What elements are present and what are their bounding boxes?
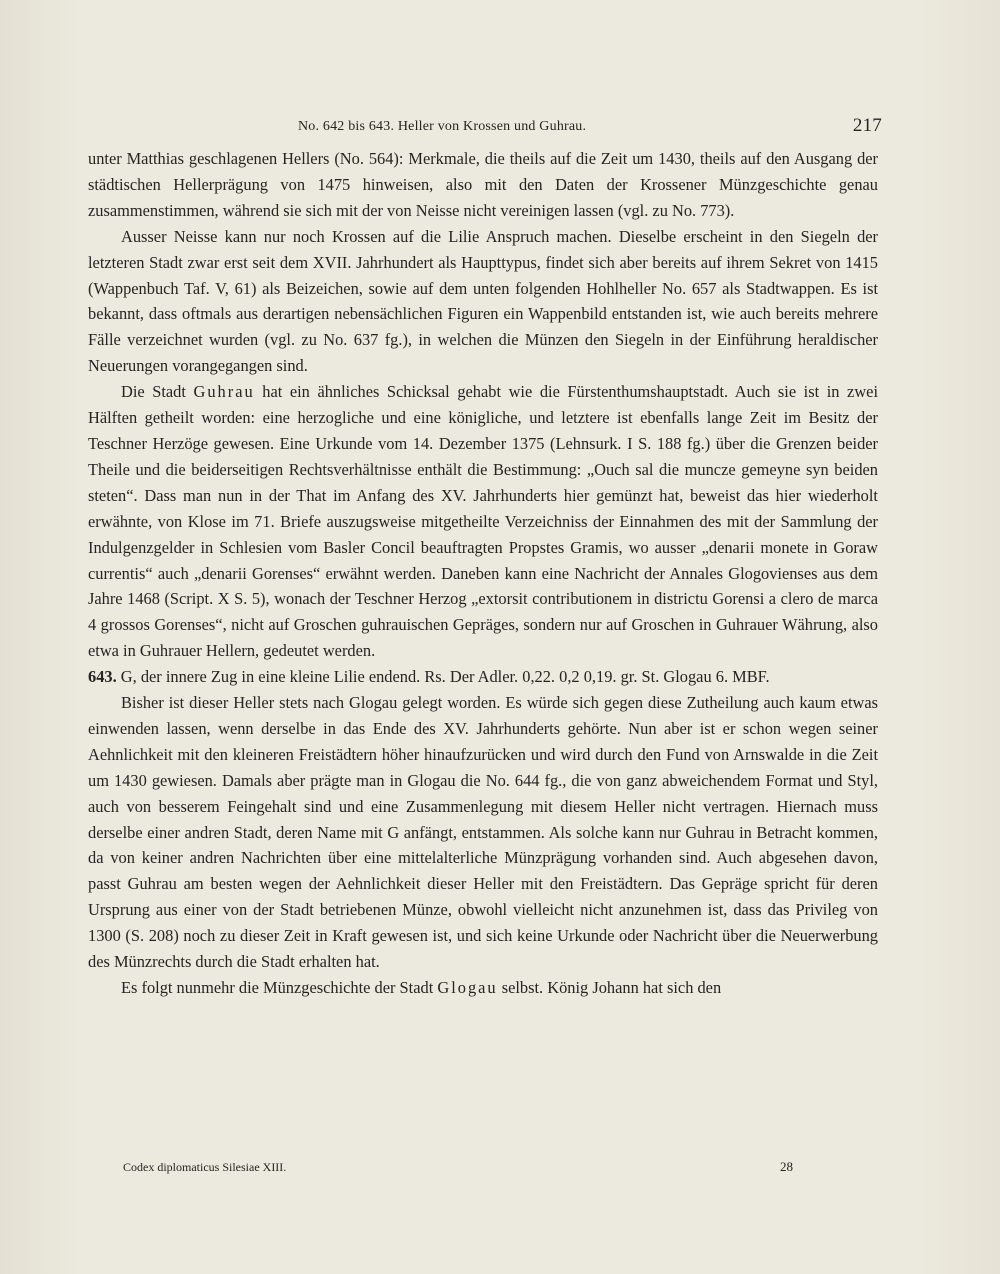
paragraph-4: Bisher ist dieser Heller stets nach Glogau gelegt worden. Es würde sich gegen diese Zutheilung auch kaum etwas einwenden lassen, wenn derselbe in das Ende des XV. Jahrhunderts gehörte. Nun aber ist er schon wegen seiner Aehnlichkeit mit den kleineren Freistädtern höher hinaufzurücken und wird durch den Fund von Arnswalde in die Zeit um 1430 gewiesen. Damals aber prägte man in Glogau die No. 644 fg., die von ganz abweichendem Format und Styl, auch von besserem Feingehalt sind und eine Zusammenlegung mit diesem Heller nicht vertragen. Hiernach muss derselbe einer andren Stadt, deren Name mit G anfängt, entstammen. Als solche kann nur Guhrau in Betracht kommen, da von keiner andren Nachrichten über eine mittelalterliche Münzprägung vorhanden sind. Auch abgesehen davon, passt Guhrau am besten wegen der Aehnlichkeit dieser Heller mit den Freistädtern. Das Gepräge spricht für deren Ursprung aus einer von der Stadt betriebenen Münze, obwohl vielleicht nicht anzunehmen ist, dass das Privileg von 1300 (S. 208) noch zu dieser Zeit in Kraft gewesen ist, und sich keine Urkunde oder Nachricht über die Neuerwerbung des Münzrechts durch die Stadt erhalten hat. (88, 693, 878, 972)
catalog-entry (88, 664, 878, 690)
spaced-town-name-guhrau: Guhrau (193, 382, 255, 402)
paragraph-5 (88, 975, 878, 1001)
spaced-town-name-glogau: Glogau (437, 978, 498, 997)
signature-mark: 28 (780, 1159, 793, 1174)
paragraph-1: unter Matthias geschlagenen Hellers (No. 564): Merkmale, die theils auf die Zeit um 1430, theils auf den Ausgang der städtischen Hellerprägung von 1475 hinweisen, also mit den Daten der Krossener Münzgeschichte genau zusammenstimmen, während sie sich mit der von Neisse nicht vereinigen lassen (vgl. zu No. 773). (88, 149, 878, 220)
paragraph-5-rest: selbst. König Johann hat sich den (497, 978, 722, 997)
running-header (298, 115, 882, 136)
paragraph-5-start: Es folgt nunmehr die Münzgeschichte der Stadt (121, 978, 438, 997)
entry-description: G, der innere Zug in eine kleine Lilie endend. Rs. Der Adler. 0,22. 0,2 0,19. gr. St. Glogau 6. MBF. (120, 667, 770, 687)
entry-number: 643. (88, 667, 117, 687)
paragraph-2: Ausser Neisse kann nur noch Krossen auf die Lilie Anspruch machen. Dieselbe erscheint in den Siegeln der letzteren Stadt zwar erst seit dem XVII. Jahrhundert als Haupttypus, findet sich aber bereits auf ihrem Sekret von 1415 (Wappenbuch Taf. V, 61) als Beizeichen, sowie auf dem unten folgenden Hohlheller No. 657 als Stadtwappen. Es ist bekannt, dass oftmals aus derartigen nebensächlichen Figuren ein Wappenbild entstanden ist, wie auch bereits mehrere Fälle verzeichnet wurden (vgl. zu No. 637 fg.), in welchen die Münzen den Siegeln in der Einführung heraldischer Neuerungen vorangegangen sind. (88, 226, 878, 376)
paragraph-3-rest: hat ein ähnliches Schicksal gehabt wie die Fürstenthumshauptstadt. Auch sie ist in zwei Hälften getheilt worden: eine herzogliche und eine königliche, und letztere ist ebenfalls lange Zeit im Besitz der Teschner Herzöge gewesen. Eine Urkunde vom 14. Dezember 1375 (Lehnsurk. I S. 188 fg.) über die Grenzen beider Theile und die beiderseitigen Rechtsverhältnisse enthält die Bestimmung: „Ouch sal die muncze gemeyne syn beiden steten“. Dass man nun in der That im Anfang des XV. Jahrhunderts hier gemünzt hat, beweist das hier wiederholt erwähnte, von Klose im 71. Briefe auszugsweise mitgetheilte Verzeichniss der Einnahmen des mit der Sammlung der Indulgenzgelder in Schlesien vom Basler Concil beauftragten Propstes Gramis, wo ausser „denarii monete in Goraw currentis“ auch „denarii Gorenses“ erwähnt werden. Daneben kann eine Nachricht der Annales Glogovienses aus dem Jahre 1468 (Script. X S. 5), wonach der Teschner Herzog „extorsit contributionem in districtu Gorensi a clero de marca 4 grossos Gorenses“, nicht auf Groschen guhrauischen Gepräges, sondern nur auf Groschen in Guhrauer Währung, also etwa in Guhrauer Hellern, gedeutet werden. (88, 382, 878, 661)
paragraph-3 (88, 379, 878, 664)
footer-source: Codex diplomaticus Silesiae XIII. (123, 1160, 287, 1174)
body-text (88, 146, 878, 1001)
paragraph-3-start: Die Stadt (121, 382, 194, 402)
running-title: No. 642 bis 643. Heller von Krossen und Guhrau. (298, 119, 587, 134)
page-number: 217 (852, 115, 882, 136)
page-footer (123, 1160, 793, 1175)
